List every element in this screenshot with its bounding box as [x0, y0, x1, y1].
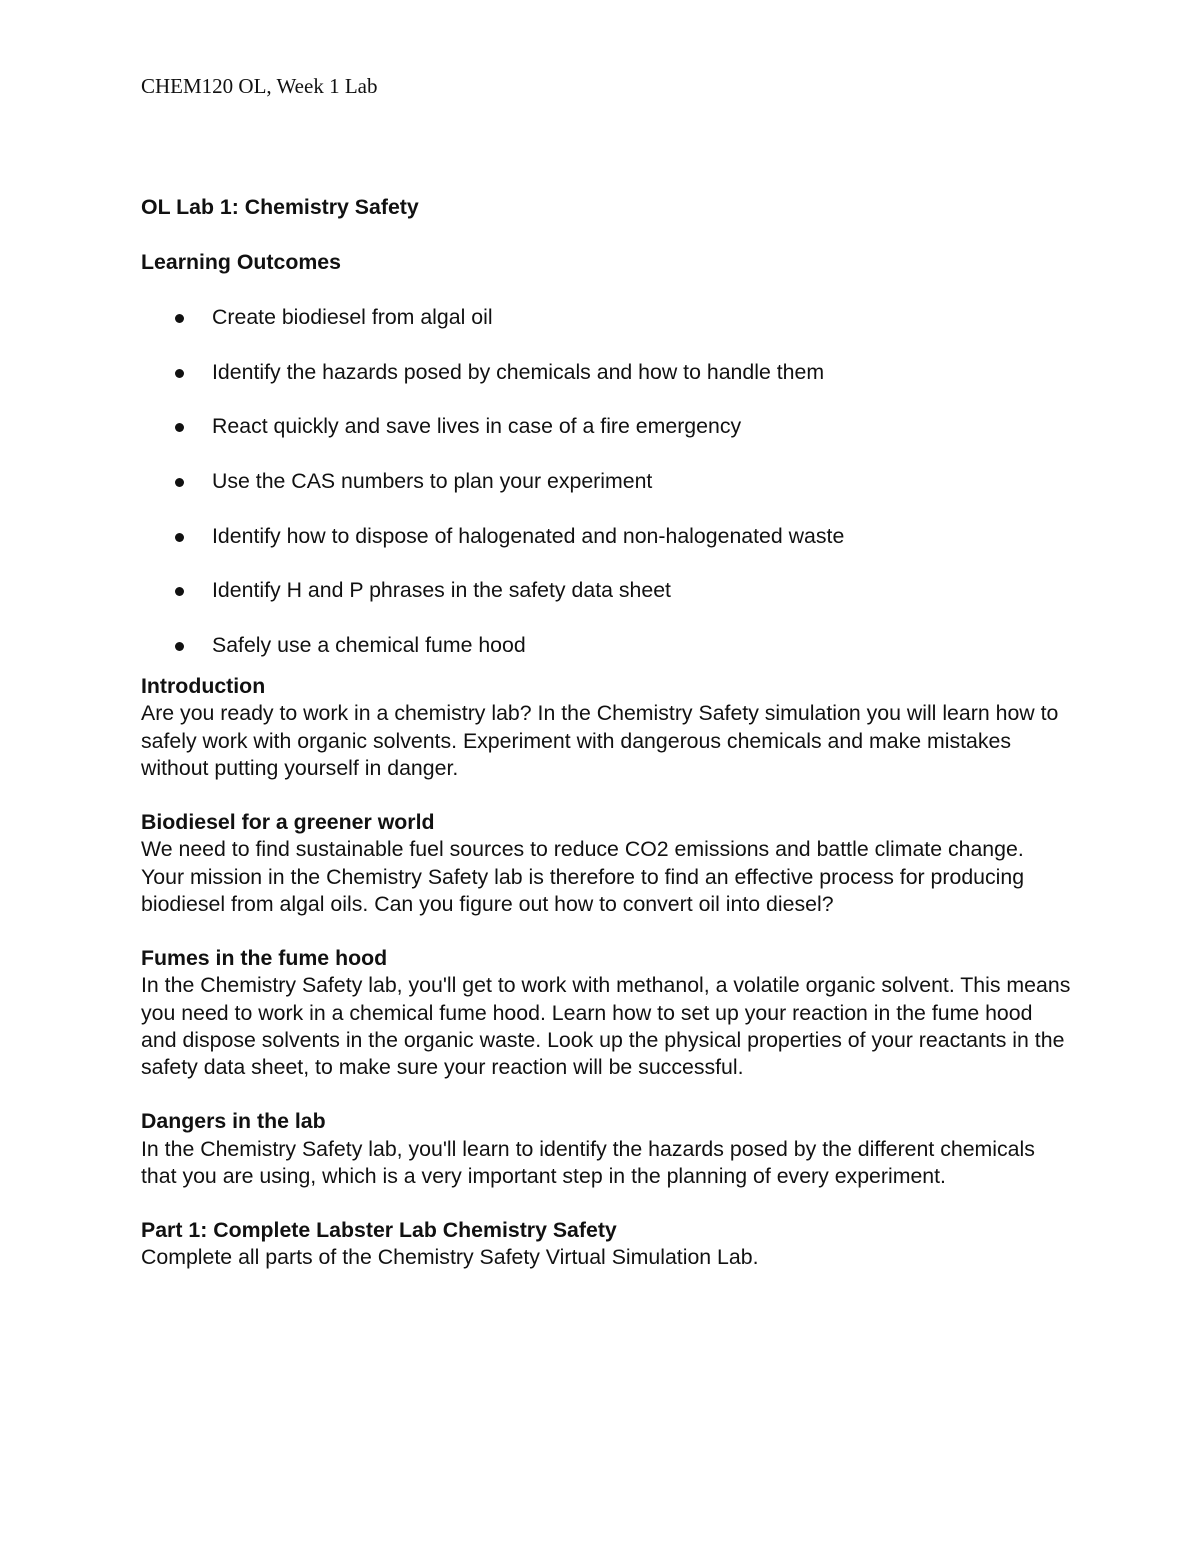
learning-outcomes-heading: Learning Outcomes — [141, 250, 341, 274]
page-header: CHEM120 OL, Week 1 Lab — [141, 74, 378, 98]
section-body: We need to find sustainable fuel sources to reduce CO2 emissions and battle climate change. Your mission in the Chemistry Safety lab is therefore to find an effective process for producing biodiesel from algal oils. Can you figure out how to convert oil into diesel? — [141, 837, 1025, 916]
bullet-icon — [175, 533, 184, 542]
list-item — [141, 523, 1071, 550]
section-body: Are you ready to work in a chemistry lab? In the Chemistry Safety simulation you will learn how to safely work with organic solvents. Experiment with dangerous chemicals and make mistakes without putting yourself in danger. — [141, 701, 1059, 780]
list-item — [141, 577, 1071, 604]
bullet-icon — [175, 478, 184, 487]
list-item-text: Identify how to dispose of halogenated and non-halogenated waste — [212, 523, 845, 548]
dangers-section — [141, 1108, 1071, 1190]
list-item — [141, 304, 1071, 331]
bullet-icon — [175, 423, 184, 432]
section-heading: Fumes in the fume hood — [141, 946, 388, 971]
bullet-icon — [175, 314, 184, 323]
section-body: In the Chemistry Safety lab, you'll get to work with methanol, a volatile organic solvent. This means you need to work in a chemical fume hood. Learn how to set up your reaction in the fume hood and dispose solvents in the organic waste. Look up the physical properties of your reactants in the safety data sheet, to make sure your reaction will be successful. — [141, 973, 1071, 1079]
list-item — [141, 632, 1071, 659]
list-item — [141, 413, 1071, 440]
list-item-text: React quickly and save lives in case of a fire emergency — [212, 414, 742, 439]
list-item-text: Use the CAS numbers to plan your experiment — [212, 469, 653, 494]
bullet-icon — [175, 587, 184, 596]
section-heading: Introduction — [141, 674, 266, 699]
document-body — [141, 194, 1071, 1272]
section-body: In the Chemistry Safety lab, you'll learn to identify the hazards posed by the different chemicals that you are using, which is a very important step in the planning of every experiment. — [141, 1136, 1035, 1188]
list-item-text: Safely use a chemical fume hood — [212, 633, 526, 658]
section-heading: Biodiesel for a greener world — [141, 810, 435, 835]
bullet-icon — [175, 642, 184, 651]
section-heading: Part 1: Complete Labster Lab Chemistry Safety — [141, 1218, 617, 1243]
list-item — [141, 359, 1071, 386]
biodiesel-section — [141, 809, 1071, 918]
fume-hood-section — [141, 945, 1071, 1081]
list-item-text: Identify H and P phrases in the safety data sheet — [212, 578, 671, 603]
list-item-text: Identify the hazards posed by chemicals and how to handle them — [212, 359, 825, 384]
list-item — [141, 468, 1071, 495]
section-body: Complete all parts of the Chemistry Safety Virtual Simulation Lab. — [141, 1245, 759, 1270]
section-heading: Dangers in the lab — [141, 1109, 326, 1134]
learning-outcomes-list — [141, 304, 1071, 659]
part-1-section — [141, 1217, 1071, 1271]
document-title: OL Lab 1: Chemistry Safety — [141, 195, 419, 219]
bullet-icon — [175, 369, 184, 378]
list-item-text: Create biodiesel from algal oil — [212, 305, 493, 329]
introduction-section — [141, 673, 1071, 782]
